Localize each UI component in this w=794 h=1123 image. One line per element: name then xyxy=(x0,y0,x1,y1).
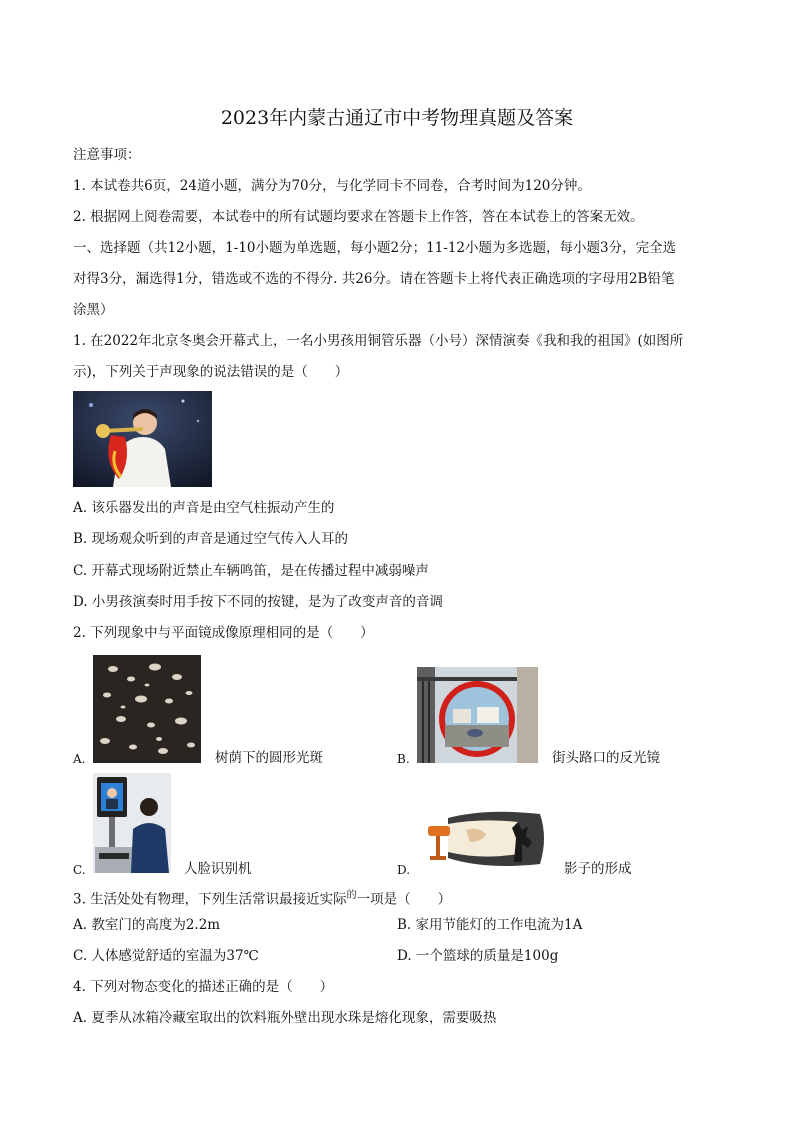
question-3-superscript: 的 xyxy=(346,890,357,901)
option-a: A. 夏季从冰箱冷藏室取出的饮料瓶外壁出现水珠是熔化现象，需要吸热 xyxy=(73,1010,497,1026)
option-a: A. 教室门的高度为2.2m xyxy=(73,917,221,933)
option-d: D. 小男孩演奏时用手按下不同的按键，是为了改变声音的音调 xyxy=(73,594,443,610)
option-c-letter: C. xyxy=(73,863,86,877)
question-3-stem-part-2: 一项是（ ） xyxy=(356,891,452,908)
question-1-stem: 示)，下列关于声现象的说法错误的是（ ） xyxy=(73,364,349,380)
option-d-letter: D. xyxy=(397,863,411,877)
notice-heading: 注意事项： xyxy=(73,147,141,163)
question-3-stem-part-1: 3. 生活处处有物理，下列生活常识最接近实际 xyxy=(73,891,347,908)
section-heading: 一、选择题（共12小题，1-10小题为单选题，每小题2分；11-12小题为多选题，每小题3分，完全选 xyxy=(73,240,677,256)
question-3-stem xyxy=(73,887,451,909)
notice-item: 2. 根据网上阅卷需要，本试卷中的所有试题均要求在答题卡上作答，答在本试卷上的答案无效。 xyxy=(73,209,644,225)
question-1-stem: 1. 在2022年北京冬奥会开幕式上，一名小男孩用铜管乐器（小号）深情演奏《我和我的祖国》(如图所 xyxy=(73,333,684,349)
trumpet-boy-image xyxy=(73,391,212,487)
option-c-caption: 人脸识别机 xyxy=(184,861,252,877)
option-b-caption: 街头路口的反光镜 xyxy=(552,750,660,766)
option-d-caption: 影子的形成 xyxy=(564,861,632,877)
notice-item: 1. 本试卷共6页，24道小题，满分为70分，与化学同卡不同卷，合考时间为120分钟。 xyxy=(73,178,591,194)
section-heading: 涂黑） xyxy=(73,302,114,318)
tree-shade-light-spots-image xyxy=(93,655,201,763)
question-4-stem: 4. 下列对物态变化的描述正确的是（ ） xyxy=(73,979,334,995)
convex-mirror-image xyxy=(417,667,538,763)
shadow-puppet-image xyxy=(422,808,550,870)
option-a-caption: 树荫下的圆形光斑 xyxy=(215,750,323,766)
option-b: B. 现场观众听到的声音是通过空气传入人耳的 xyxy=(73,531,349,547)
option-c: C. 人体感觉舒适的室温为37℃ xyxy=(73,948,259,964)
option-d: D. 一个篮球的质量是100g xyxy=(397,948,559,964)
option-c: C. 开幕式现场附近禁止车辆鸣笛，是在传播过程中减弱噪声 xyxy=(73,563,429,579)
option-a: A. 该乐器发出的声音是由空气柱振动产生的 xyxy=(73,500,335,516)
page-title: 2023年内蒙古通辽市中考物理真题及答案 xyxy=(220,107,574,129)
option-a-letter: A. xyxy=(73,752,86,766)
face-recognition-machine-image xyxy=(93,773,171,873)
question-2-stem: 2. 下列现象中与平面镜成像原理相同的是（ ） xyxy=(73,625,374,641)
option-b: B. 家用节能灯的工作电流为1A xyxy=(397,917,583,933)
section-heading: 对得3分，漏选得1分，错选或不选的不得分. 共26分。请在答题卡上将代表正确选项的字母用2B铅笔 xyxy=(73,271,675,287)
option-b-letter: B. xyxy=(397,752,410,766)
